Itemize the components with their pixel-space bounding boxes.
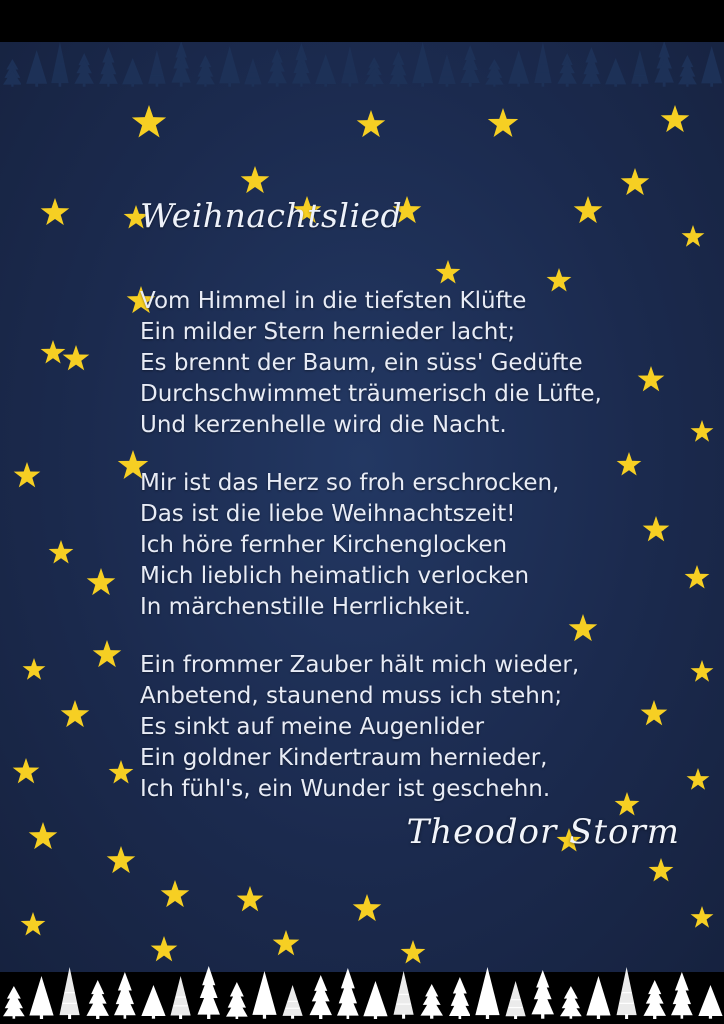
christmas-tree-icon bbox=[309, 975, 332, 1024]
poem-stanzas bbox=[140, 286, 610, 832]
christmas-tree-icon bbox=[292, 42, 311, 92]
christmas-tree-icon bbox=[140, 984, 167, 1024]
christmas-tree-icon bbox=[485, 57, 504, 92]
poem-line: Und kerzenhelle wird die Nacht. bbox=[140, 412, 507, 438]
star-icon bbox=[400, 940, 426, 966]
christmas-tree-icon bbox=[337, 966, 359, 1024]
christmas-tree-icon bbox=[314, 53, 337, 92]
poem-line: Durchschwimmet träumerisch die Lüfte, bbox=[140, 381, 602, 407]
poem-line: Das ist die liebe Weihnachtszeit! bbox=[140, 501, 516, 527]
poem-stanza bbox=[140, 650, 610, 805]
christmas-tree-icon bbox=[389, 49, 408, 92]
christmas-tree-icon bbox=[99, 45, 118, 92]
christmas-tree-icon bbox=[697, 984, 724, 1024]
christmas-tree-icon bbox=[614, 966, 639, 1024]
christmas-tree-icon bbox=[280, 984, 305, 1024]
poem-line: Ein frommer Zauber hält mich wieder, bbox=[140, 652, 580, 678]
poem-line: Anbetend, staunend muss ich stehn; bbox=[140, 683, 563, 709]
christmas-tree-icon bbox=[507, 49, 530, 92]
poem-line: Ich fühl's, ein Wunder ist geschehn. bbox=[140, 776, 551, 802]
christmas-tree-icon bbox=[251, 970, 278, 1024]
christmas-tree-icon bbox=[654, 42, 674, 92]
christmas-tree-icon bbox=[560, 984, 582, 1024]
top-tree-border bbox=[0, 42, 724, 92]
christmas-tree-icon bbox=[171, 42, 191, 92]
christmas-tree-icon bbox=[474, 966, 501, 1024]
christmas-tree-icon bbox=[146, 49, 168, 92]
christmas-tree-icon bbox=[218, 45, 241, 92]
star-icon bbox=[272, 930, 300, 958]
christmas-tree-icon bbox=[604, 57, 627, 92]
christmas-tree-icon bbox=[585, 975, 612, 1024]
christmas-tree-icon bbox=[460, 45, 480, 92]
christmas-tree-icon bbox=[582, 45, 601, 92]
christmas-tree-icon bbox=[3, 984, 25, 1024]
christmas-tree-icon bbox=[28, 975, 55, 1024]
christmas-tree-icon bbox=[391, 970, 416, 1024]
poem-stanza bbox=[140, 286, 610, 441]
christmas-tree-icon bbox=[114, 970, 136, 1024]
christmas-tree-icon bbox=[532, 42, 554, 92]
poem-stanza bbox=[140, 468, 610, 623]
christmas-tree-icon bbox=[671, 970, 693, 1024]
christmas-tree-icon bbox=[420, 984, 443, 1024]
poem-line: Ein goldner Kindertraum hernieder, bbox=[140, 745, 548, 771]
poem-line: Es brennt der Baum, ein süss' Gedüfte bbox=[140, 350, 583, 376]
christmas-tree-icon bbox=[411, 42, 434, 92]
christmas-tree-icon bbox=[643, 980, 666, 1024]
christmas-tree-icon bbox=[557, 53, 577, 92]
christmas-tree-icon bbox=[362, 980, 389, 1024]
christmas-tree-icon bbox=[25, 49, 48, 92]
poem-line: In märchenstille Herrlichkeit. bbox=[140, 594, 472, 620]
page-title: Weihnachtslied bbox=[140, 196, 403, 235]
christmas-tree-icon bbox=[197, 966, 220, 1024]
christmas-tree-icon bbox=[267, 49, 287, 92]
christmas-tree-icon bbox=[339, 45, 361, 92]
christmas-tree-icon bbox=[242, 57, 264, 92]
christmas-tree-icon bbox=[86, 980, 109, 1024]
christmas-tree-icon bbox=[449, 975, 471, 1024]
christmas-tree-icon bbox=[196, 53, 215, 92]
poem-line: Mir ist das Herz so froh erschrocken, bbox=[140, 470, 560, 496]
christmas-tree-icon bbox=[168, 975, 193, 1024]
star-icon bbox=[150, 936, 178, 964]
poem-line: Ich höre fernher Kirchenglocken bbox=[140, 532, 508, 558]
poem-line: Ein milder Stern hernieder lacht; bbox=[140, 319, 516, 345]
christmas-tree-icon bbox=[678, 53, 697, 92]
christmas-tree-icon bbox=[226, 980, 248, 1024]
christmas-tree-icon bbox=[700, 45, 723, 92]
christmas-tree-icon bbox=[121, 57, 144, 92]
christmas-tree-icon bbox=[74, 53, 94, 92]
poem-line: Mich lieblich heimatlich verlocken bbox=[140, 563, 530, 589]
christmas-tree-icon bbox=[49, 42, 71, 92]
christmas-tree-icon bbox=[531, 970, 554, 1024]
author-name: Theodor Storm bbox=[406, 812, 680, 852]
poem-line: Vom Himmel in die tiefsten Klüfte bbox=[140, 288, 527, 314]
christmas-tree-icon bbox=[629, 49, 651, 92]
poem-line: Es sinkt auf meine Augenlider bbox=[140, 714, 485, 740]
christmas-tree-icon bbox=[3, 57, 22, 92]
christmas-tree-icon bbox=[436, 53, 458, 92]
christmas-tree-icon bbox=[503, 980, 528, 1024]
christmas-tree-icon bbox=[364, 57, 384, 92]
bottom-tree-border bbox=[0, 966, 724, 1024]
christmas-tree-icon bbox=[57, 966, 82, 1024]
